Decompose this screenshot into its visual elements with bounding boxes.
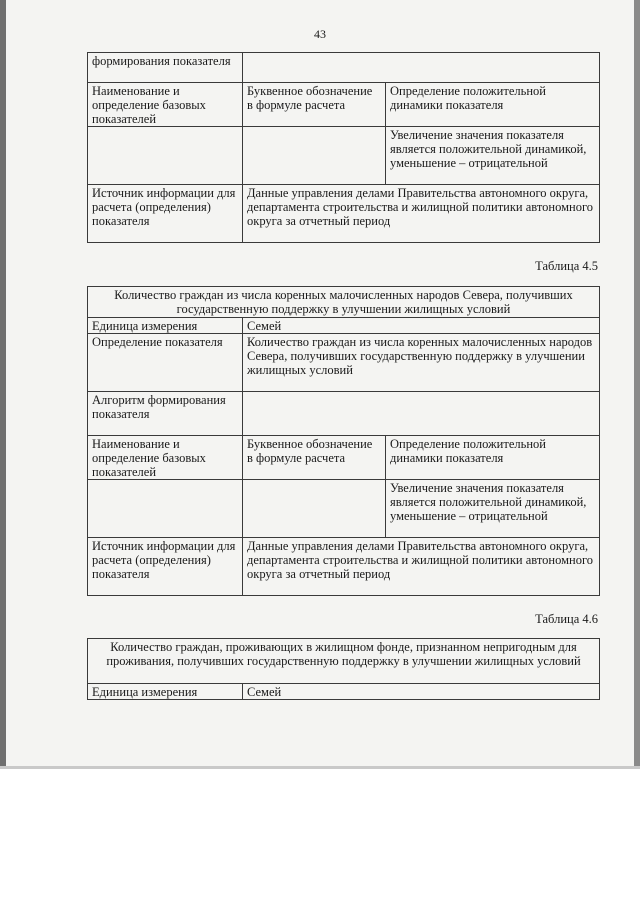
table-row — [88, 480, 600, 538]
table-cell: Количество граждан из числа коренных малочисленных народов Севера, получивших государственную поддержку в улучшении жилищных условий — [243, 334, 600, 392]
table-title: Количество граждан из числа коренных малочисленных народов Севера, получивших государственную поддержку в улучшении жилищных условий — [88, 287, 600, 318]
table-row — [88, 185, 600, 243]
table-cell: Наименование и определение базовых показателей — [88, 436, 243, 480]
table-cell: Алгоритм формирования показателя — [88, 392, 243, 436]
table-cell: Увеличение значения показателя является положительной динамикой, уменьшение – отрицательной — [386, 127, 600, 185]
table-row — [88, 334, 600, 392]
table-cell — [243, 480, 386, 538]
table-cell: Данные управления делами Правительства автономного округа, департамента строительства и жилищной политики автономного округа за отчетный период — [243, 538, 600, 596]
table-row — [88, 287, 600, 318]
table-cell: формирования показателя — [88, 53, 243, 83]
table-cell: Источник информации для расчета (определения) показателя — [88, 185, 243, 243]
table-cell: Семей — [243, 684, 600, 700]
table-cell: Единица измерения — [88, 684, 243, 700]
table-row — [88, 392, 600, 436]
table-caption: Таблица 4.5 — [535, 259, 598, 273]
table-row — [88, 53, 600, 83]
table-continued — [87, 52, 600, 243]
table-cell: Буквенное обозначение в формуле расчета — [243, 83, 386, 127]
table-cell — [243, 53, 600, 83]
table-cell: Наименование и определение базовых показателей — [88, 83, 243, 127]
table-row — [88, 318, 600, 334]
table-cell — [243, 392, 600, 436]
table-row — [88, 436, 600, 480]
table-cell: Единица измерения — [88, 318, 243, 334]
table-row — [88, 639, 600, 684]
table-title: Количество граждан, проживающих в жилищном фонде, признанном непригодным для проживания, получивших государственную поддержку в улучшении жилищных условий — [88, 639, 600, 684]
table-cell: Семей — [243, 318, 600, 334]
table-4-5 — [87, 286, 600, 596]
table-cell: Увеличение значения показателя является положительной динамикой, уменьшение – отрицательной — [386, 480, 600, 538]
table-cell: Определение показателя — [88, 334, 243, 392]
table-cell: Данные управления делами Правительства автономного округа, департамента строительства и жилищной политики автономного округа за отчетный период — [243, 185, 600, 243]
table-cell — [88, 480, 243, 538]
table-caption: Таблица 4.6 — [535, 612, 598, 626]
table-cell — [243, 127, 386, 185]
table-cell: Буквенное обозначение в формуле расчета — [243, 436, 386, 480]
table-cell: Определение положительной динамики показателя — [386, 436, 600, 480]
table-row — [88, 538, 600, 596]
table-row — [88, 684, 600, 700]
page-number: 43 — [314, 27, 326, 41]
table-4-6 — [87, 638, 600, 700]
table-row — [88, 127, 600, 185]
table-cell — [88, 127, 243, 185]
table-cell: Определение положительной динамики показателя — [386, 83, 600, 127]
table-row — [88, 83, 600, 127]
table-cell: Источник информации для расчета (определения) показателя — [88, 538, 243, 596]
scan-edge — [0, 766, 640, 769]
